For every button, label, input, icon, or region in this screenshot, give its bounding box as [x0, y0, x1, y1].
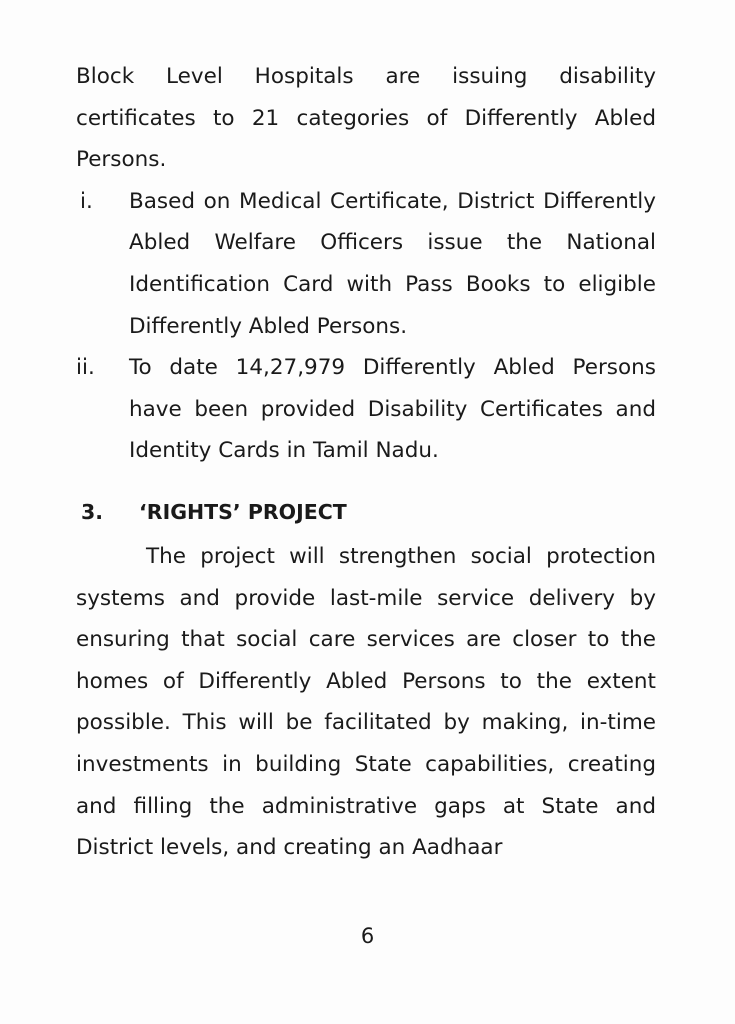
section-title: ‘RIGHTS’ PROJECT [139, 499, 347, 524]
page-number: 6 [360, 924, 375, 948]
list-item [76, 347, 656, 472]
section-number: 3. [81, 499, 104, 524]
page-content [76, 56, 656, 869]
list-item-text: To date 14,27,979 Differently Abled Persons have been provided Disability Certificates and Identity Cards in Tamil Nadu. [129, 355, 656, 464]
intro-paragraph: Block Level Hospitals are issuing disability certificates to 21 categories of Differently Abled Persons. [76, 64, 656, 173]
list-item-text: Based on Medical Certificate, District Differently Abled Welfare Officers issue the National Identification Card with Pass Books to eligible Differently Abled Persons. [129, 188, 656, 339]
section-heading [76, 492, 656, 536]
list-marker: i. [80, 188, 93, 214]
list-marker: ii. [76, 355, 95, 381]
list-item [76, 181, 656, 347]
section-paragraph: The project will strengthen social protection systems and provide last-mile service delivery by ensuring that social care services are closer to the homes of Differently Abled Persons to the extent possible. This will be facilitated by making, in-time investments in building State capabilities, creating and filling the administrative gaps at State and District levels, and creating an Aadhaar [76, 543, 656, 861]
